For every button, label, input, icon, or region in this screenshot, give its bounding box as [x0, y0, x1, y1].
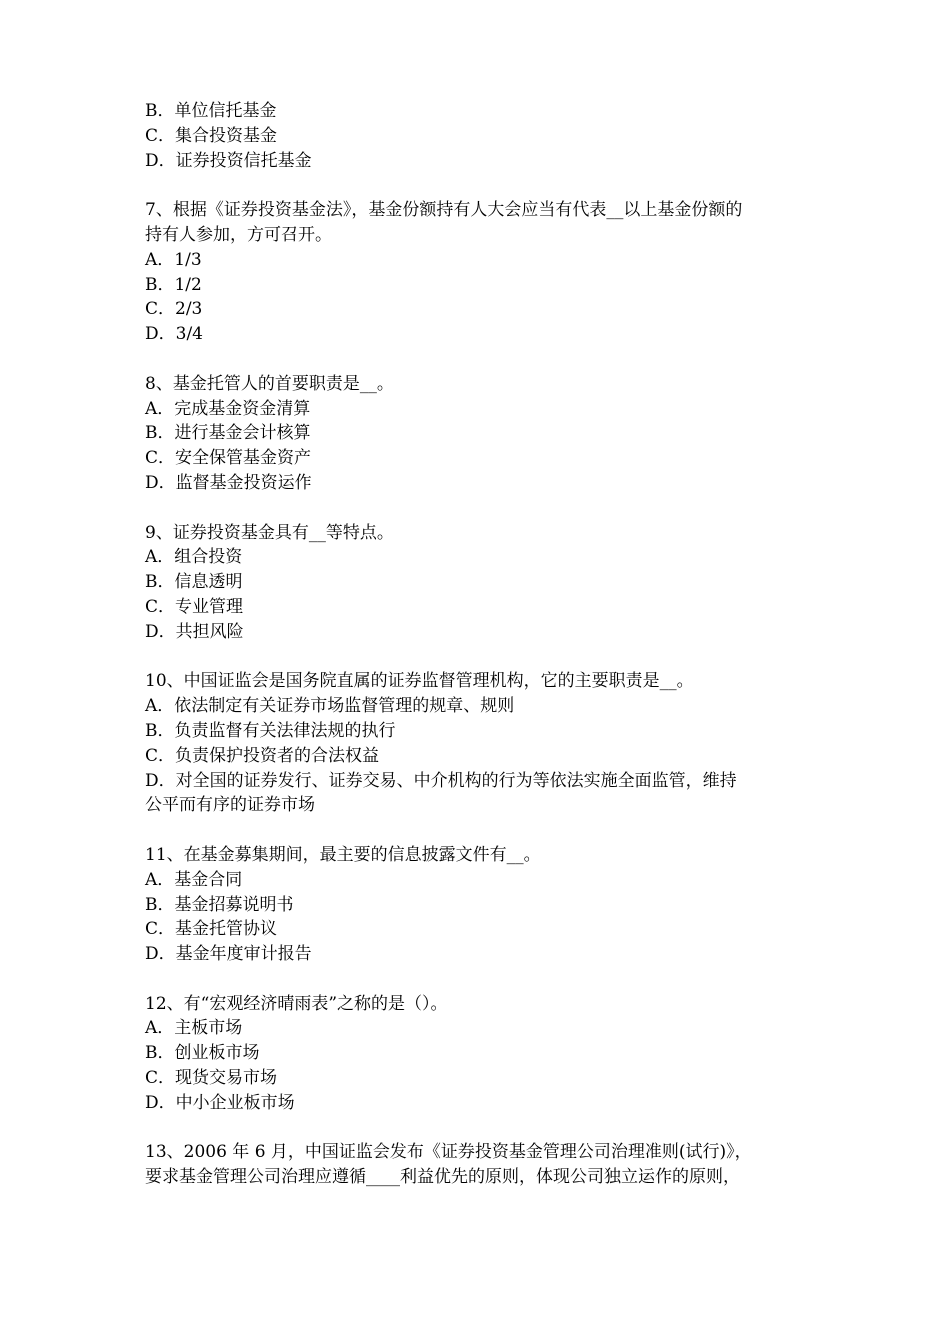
- option-d: D．3/4: [145, 324, 203, 345]
- question-9: [145, 521, 815, 645]
- question-stem: 10、中国证监会是国务院直属的证券监督管理机构，它的主要职责是__。: [145, 671, 694, 692]
- question-stem: 11、在基金募集期间，最主要的信息披露文件有__。: [145, 844, 541, 865]
- question-stem: 9、证券投资基金具有__等特点。: [145, 522, 394, 543]
- option-a: A．1/3: [145, 249, 202, 270]
- option-b: B．负责监督有关法律法规的执行: [145, 720, 396, 741]
- option-c: C．2/3: [145, 299, 203, 320]
- option-d: D．监督基金投资运作: [145, 472, 312, 493]
- question-stem: 8、基金托管人的首要职责是__。: [145, 373, 394, 394]
- document-page: [145, 99, 815, 1190]
- option-c: C．基金托管协议: [145, 919, 278, 940]
- option-d: D．对全国的证券发行、证券交易、中介机构的行为等依法实施全面监管，维持: [145, 770, 737, 791]
- question-7: [145, 198, 815, 347]
- option-b: B．1/2: [145, 274, 202, 295]
- option-c: C．安全保管基金资产: [145, 448, 312, 469]
- option-d: D．基金年度审计报告: [145, 944, 312, 965]
- question-10: [145, 669, 815, 818]
- option-a: A．基金合同: [145, 869, 243, 890]
- question-stem: 要求基金管理公司治理应遵循____利益优先的原则，体现公司独立运作的原则，: [145, 1167, 740, 1188]
- option-b: B．基金招募说明书: [145, 894, 294, 915]
- option-c: C．负责保护投资者的合法权益: [145, 745, 380, 766]
- option-a: A．主板市场: [145, 1018, 243, 1039]
- option-c: C．现货交易市场: [145, 1068, 278, 1089]
- question-stem: 12、有“宏观经济晴雨表”之称的是（）。: [145, 993, 448, 1014]
- option-c: C．专业管理: [145, 596, 244, 617]
- option-d-continued: 公平而有序的证券市场: [145, 795, 315, 816]
- question-13: [145, 1140, 815, 1190]
- option-c: C．集合投资基金: [145, 125, 278, 146]
- option-b: B．单位信托基金: [145, 101, 277, 121]
- question-11: [145, 843, 815, 967]
- option-b: B．信息透明: [145, 572, 243, 593]
- option-b: B．创业板市场: [145, 1043, 260, 1064]
- question-stem: 7、根据《证券投资基金法》，基金份额持有人大会应当有代表__以上基金份额的: [145, 200, 743, 221]
- question-8: [145, 372, 815, 496]
- question-stem: 13、2006 年 6 月，中国证监会发布《证券投资基金管理公司治理准则(试行)》，: [145, 1142, 752, 1163]
- question-stem: 持有人参加，方可召开。: [145, 224, 332, 245]
- option-a: A．依法制定有关证券市场监督管理的规章、规则: [145, 696, 515, 717]
- question-12: [145, 992, 815, 1116]
- option-d: D．共担风险: [145, 621, 244, 642]
- option-a: A．组合投资: [145, 547, 243, 568]
- option-a: A．完成基金资金清算: [145, 398, 311, 419]
- option-b: B．进行基金会计核算: [145, 423, 311, 444]
- question-6-continued: [145, 99, 815, 173]
- option-d: D．证券投资信托基金: [145, 150, 312, 171]
- option-d: D．中小企业板市场: [145, 1092, 295, 1113]
